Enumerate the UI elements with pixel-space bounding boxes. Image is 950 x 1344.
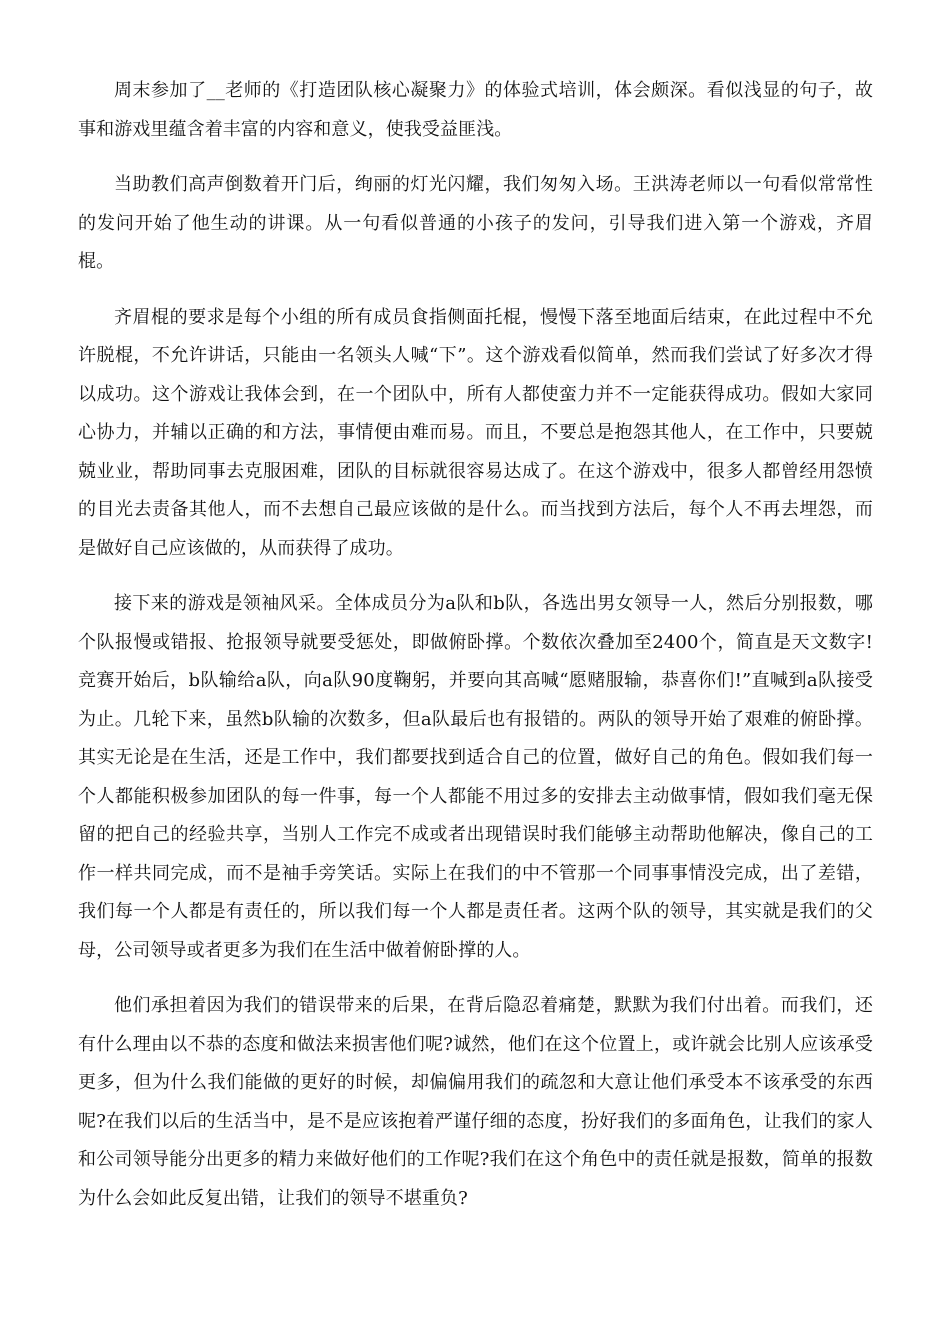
paragraph-reflection: 他们承担着因为我们的错误带来的后果，在背后隐忍着痛楚，默默为我们付出着。而我们，还有什么理由以不恭的态度和做法来损害他们呢?诚然，他们在这个位置上，或许就会比别人应该承受更多，但为什么我们能做的更好的时候，却偏偏用我们的疏忽和大意让他们承受本不该承受的东西呢?在我们以后的生活当中，是不是应该抱着严谨仔细的态度，扮好我们的多面角色，让我们的家人和公司领导能分出更多的精力来做好他们的工作呢?我们在这个角色中的责任就是报数，简单的报数为什么会如此反复出错，让我们的领导不堪重负? [78, 995, 873, 1209]
paragraph-game-two: 接下来的游戏是领袖风采。全体成员分为a队和b队，各选出男女领导一人，然后分别报数，哪个队报慢或错报、抢报领导就要受惩处，即做俯卧撑。个数依次叠加至2400个，简直是天文数字!竞赛开始后，b队输给a队，向a队90度鞠躬，并要向其高喊“愿赌服输，恭喜你们!”直喊到a队接受为止。几轮下来，虽然b队输的次数多，但a队最后也有报错的。两队的领导开始了艰难的俯卧撑。其实无论是在生活，还是工作中，我们都要找到适合自己的位置，做好自己的角色。假如我们每一个人都能积极参加团队的每一件事，每一个人都能不用过多的安排去主动做事情，假如我们毫无保留的把自己的经验共享，当别人工作完不成或者出现错误时我们能够主动帮助他解决，像自己的工作一样共同完成，而不是袖手旁笑话。实际上在我们的中不管那一个同事事情没完成，出了差错，我们每一个人都是有责任的，所以我们每一个人都是责任者。这两个队的领导，其实就是我们的父母，公司领导或者更多为我们在生活中做着俯卧撑的人。 [78, 593, 873, 961]
paragraph-intro: 周末参加了__老师的《打造团队核心凝聚力》的体验式培训，体会颇深。看似浅显的句子，故事和游戏里蕴含着丰富的内容和意义，使我受益匪浅。 [78, 80, 873, 140]
paragraph-game-one: 齐眉棍的要求是每个小组的所有成员食指侧面托棍，慢慢下落至地面后结束，在此过程中不允许脱棍，不允许讲话，只能由一名领头人喊“下”。这个游戏看似简单，然而我们尝试了好多次才得以成功。这个游戏让我体会到，在一个团队中，所有人都使蛮力并不一定能获得成功。假如大家同心协力，并辅以正确的和方法，事情便由难而易。而且，不要总是抱怨其他人，在工作中，只要兢兢业业，帮助同事去克服困难，团队的目标就很容易达成了。在这个游戏中，很多人都曾经用怨愤的目光去责备其他人，而不去想自己最应该做的是什么。而当找到方法后，每个人不再去埋怨，而是做好自己应该做的，从而获得了成功。 [78, 306, 873, 559]
paragraph-opening: 当助教们高声倒数着开门后，绚丽的灯光闪耀，我们匆匆入场。王洪涛老师以一句看似常常性的发问开始了他生动的讲课。从一句看似普通的小孩子的发问，引导我们进入第一个游戏，齐眉棍。 [78, 174, 873, 272]
document-page [78, 72, 873, 1235]
